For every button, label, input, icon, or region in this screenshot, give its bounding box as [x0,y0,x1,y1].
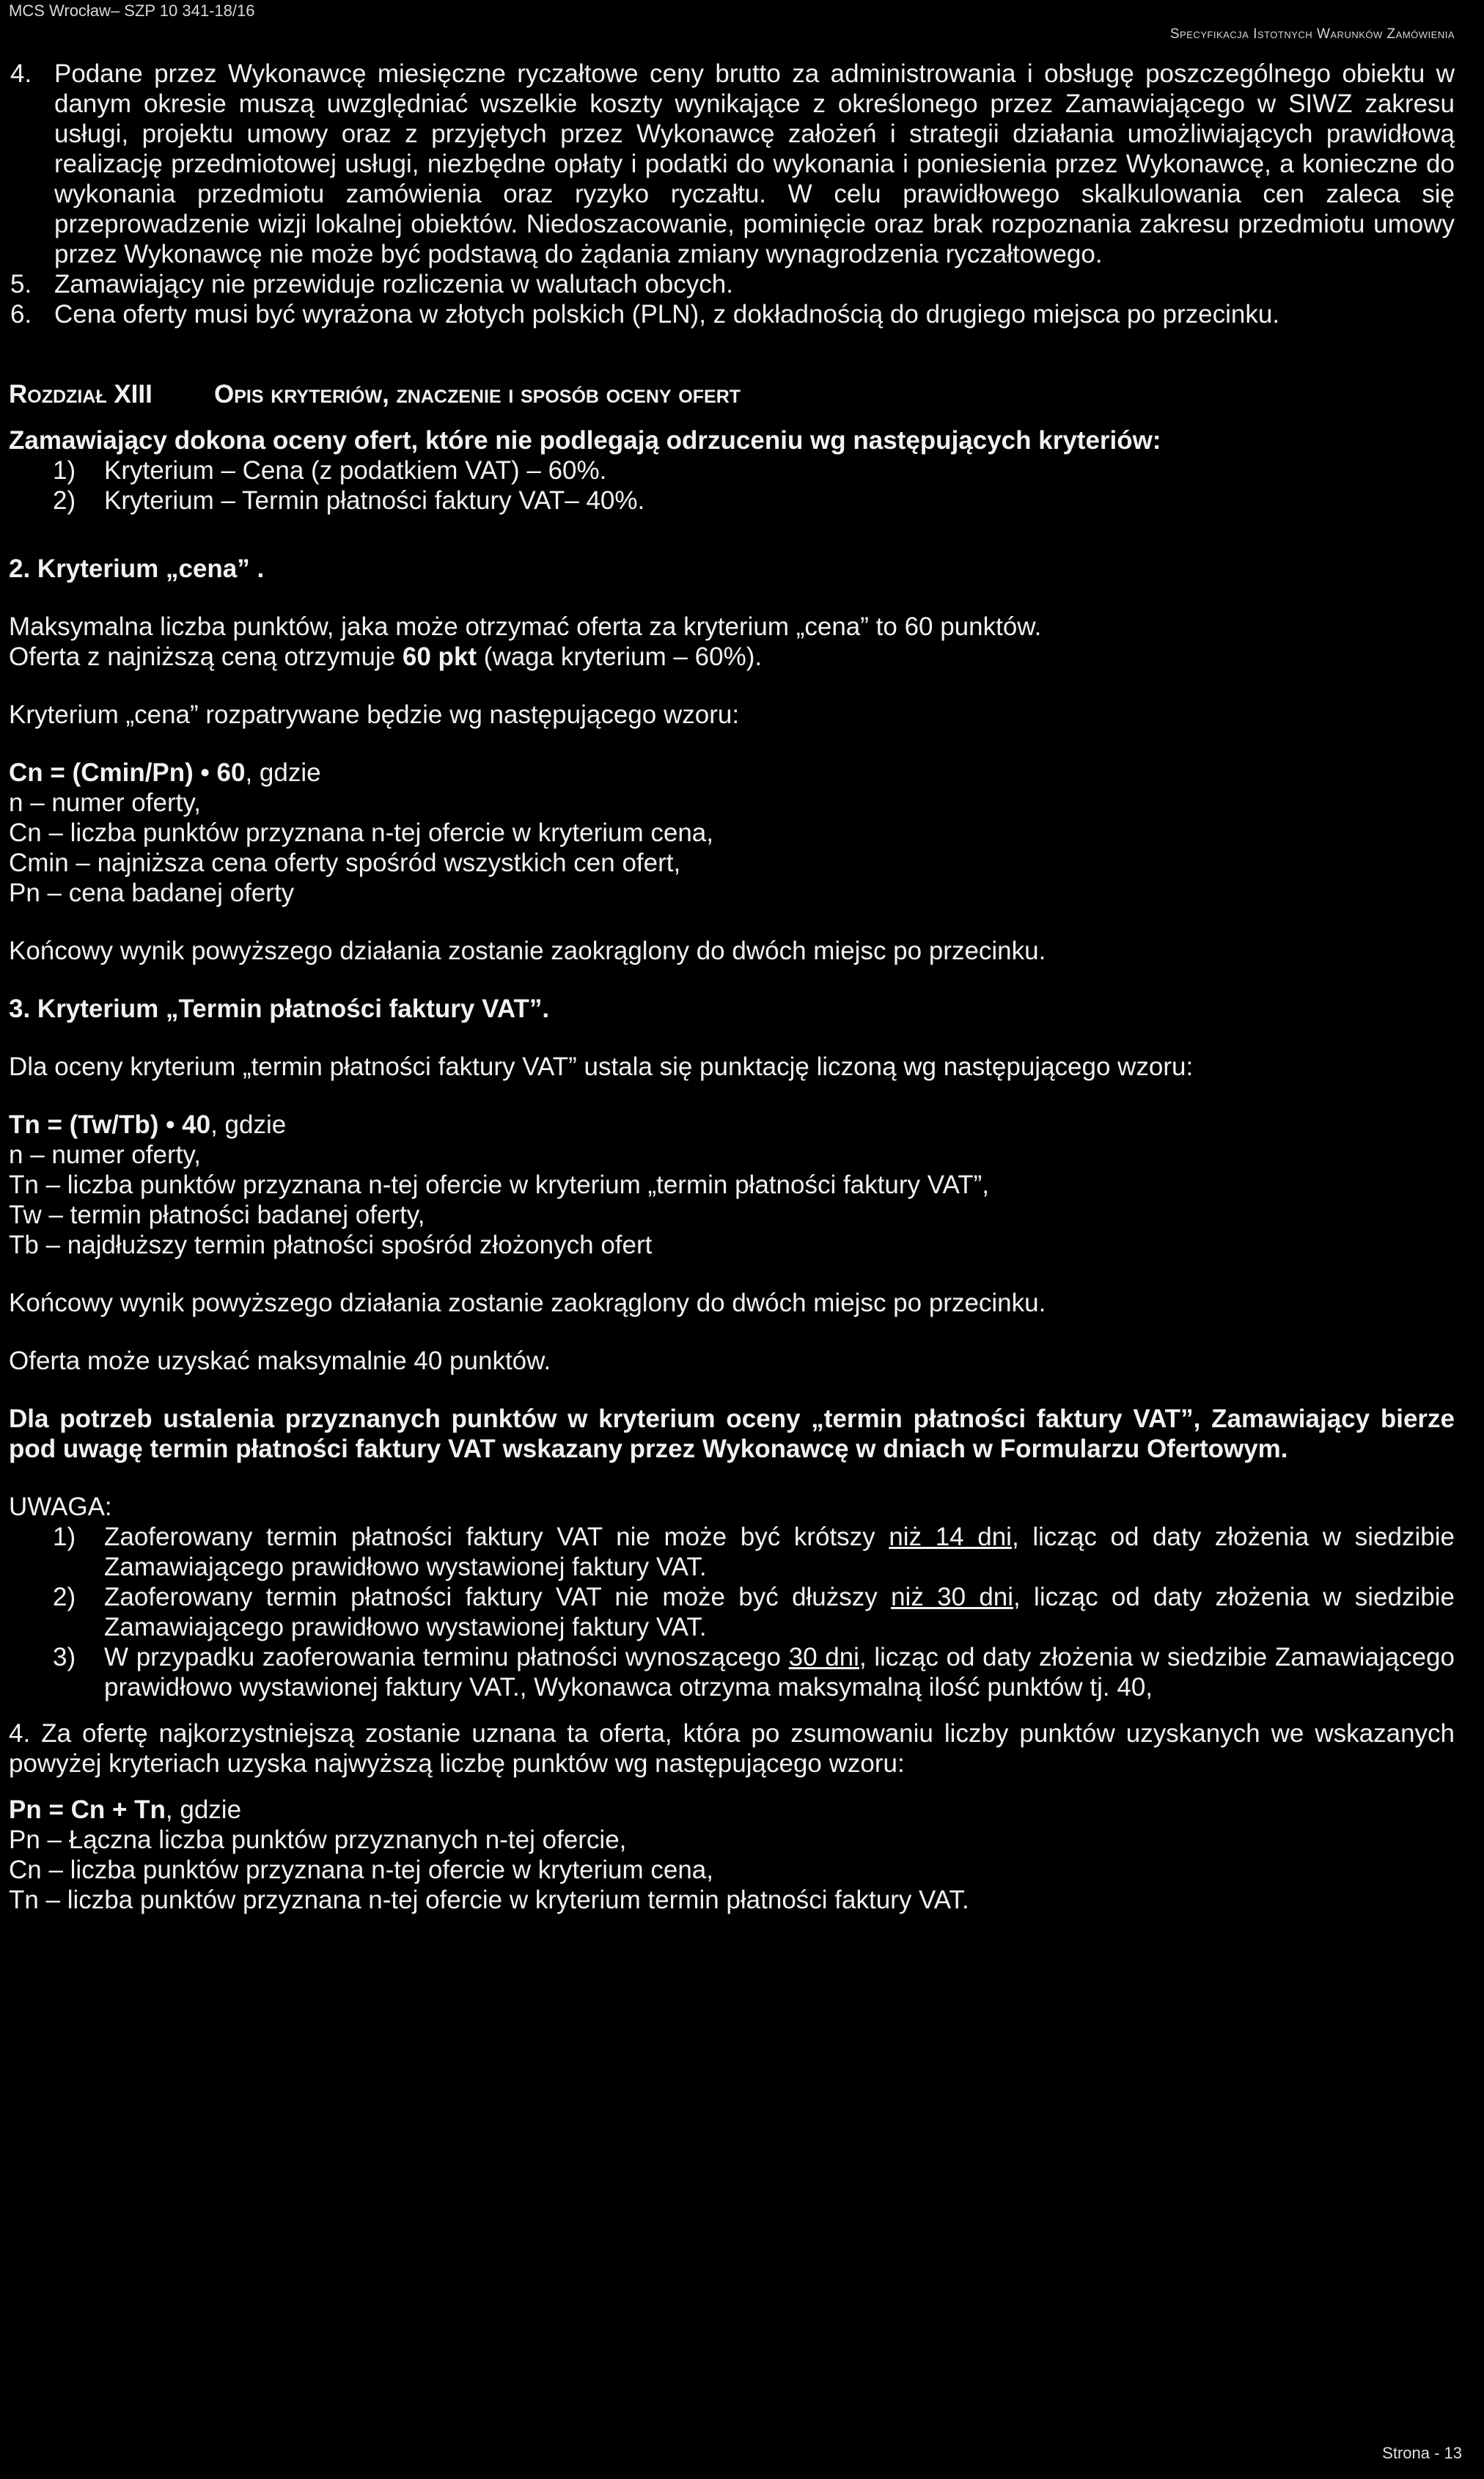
text-span: 60 pkt [402,642,477,671]
item-number: 5. [10,270,32,299]
item-text: Zamawiający nie przewiduje rozliczenia w walutach obcych. [54,270,733,299]
uwaga-item [53,1642,1455,1702]
item-text [104,1642,1455,1702]
text-span: (waga kryterium – 60%). [477,642,763,671]
text-span: W przypadku zaoferowania terminu płatności wynoszącego [104,1643,789,1671]
item-number: 1) [53,456,76,485]
page-number: Strona - 13 [1382,2444,1462,2462]
text-span: , gdzie [165,1795,242,1824]
formula-expression: Tn = (Tw/Tb) • 40 [9,1110,211,1139]
text-span: Zaoferowany termin płatności faktury VAT nie może być dłuższy [104,1583,892,1611]
text-span: Oferta z najniższą ceną otrzymuje [9,642,403,671]
formula-expression: Pn = Cn + Tn [9,1795,166,1824]
definition: Cn – liczba punktów przyznana n-tej ofercie w kryterium cena, [9,1856,713,1884]
text-span: , gdzie [245,758,321,787]
text-span: niż 30 dni [891,1583,1014,1611]
formula [9,1795,1455,1825]
list-item [9,59,1455,269]
section-heading: 2. Kryterium „cena” . [9,554,265,583]
definition: n – numer oferty, [9,1140,201,1169]
text-span: 30 dni [788,1643,859,1671]
uwaga-item [53,1522,1455,1582]
definition: Pn – Łączna liczba punktów przyznanych n-tej ofercie, [9,1826,627,1854]
paragraph: Końcowy wynik powyższego działania zostanie zaokrąglony do dwóch miejsc po przecinku. [9,937,1046,965]
item-text [104,1522,1455,1582]
definition: Cmin – najniższa cena oferty spośród wszystkich cen ofert, [9,849,681,877]
definition: n – numer oferty, [9,788,201,817]
text-span: niż 14 dni [889,1523,1012,1551]
item-text: Podane przez Wykonawcę miesięczne ryczałtowe ceny brutto za administrowania i obsługę poszczególnego obiektu w danym okresie muszą uwzględniać wszelkie koszty wynikające z określonego przez Zamawiającego w SIWZ zakresu usługi, projektu umowy oraz z przyjętych przez Wykonawcę założeń i strategii działania umożliwiających prawidłową realizację przedmiotowej usługi, niezbędne opłaty i podatki do wykonania i poniesienia przez Wykonawcę, a konieczne do wykonania przedmiotu zamówienia oraz ryzyko ryczałtu. W celu prawidłowego skalkulowania cen zaleca się przeprowadzenie wizji lokalnej obiektów. Niedoszacowanie, pominięcie oraz brak rozpoznania zakresu przedmiotu umowy przez Wykonawcę nie może być podstawą do żądania zmiany wynagrodzenia ryczałtowego. [54,59,1455,268]
paragraph: Kryterium „cena” rozpatrywane będzie wg następującego wzoru: [9,700,740,729]
item-number: 1) [53,1523,76,1551]
paragraph [9,642,1455,672]
item-text: Kryterium – Cena (z podatkiem VAT) – 60%. [104,456,607,485]
item-number: 2) [53,1583,76,1611]
uwaga-label: UWAGA: [9,1493,112,1521]
text-span: , gdzie [210,1110,287,1139]
item-number: 2) [53,486,76,515]
chapter-heading [9,379,1455,409]
header-reference: MCS Wrocław– SZP 10 341-18/16 [9,1,255,20]
definition: Pn – cena badanej oferty [9,879,295,907]
section-heading: 3. Kryterium „Termin płatności faktury VAT”. [9,995,550,1023]
uwaga-item [53,1582,1455,1642]
paragraph: Maksymalna liczba punktów, jaka może otrzymać oferta za kryterium „cena” to 60 punktów. [9,612,1042,641]
criterion-item [53,455,1455,486]
definition: Tn – liczba punktów przyznana n-tej ofercie w kryterium „termin płatności faktury VAT”, [9,1171,989,1199]
chapter-title: Opis kryteriów, znaczenie i sposób oceny ofert [214,380,741,409]
text-span: Zaoferowany termin płatności faktury VAT nie może być krótszy [104,1523,889,1551]
definition: Tn – liczba punktów przyznana n-tej ofercie w kryterium termin płatności faktury VAT. [9,1886,969,1914]
item-text: Kryterium – Termin płatności faktury VAT– 40%. [104,486,645,515]
paragraph: Dla potrzeb ustalenia przyznanych punktów w kryterium oceny „termin płatności faktury VAT”, Zamawiający bierze pod uwagę termin płatności faktury VAT wskazany przez Wykonawcę w dniach w Formularzu Ofertowym. [9,1405,1455,1463]
formula [9,1110,1455,1140]
definition: Cn – liczba punktów przyznana n-tej ofercie w kryterium cena, [9,819,713,847]
item-number: 3) [53,1643,76,1671]
header-title: Specyfikacja Istotnych Warunków Zamówienia [1169,26,1455,42]
formula [9,758,1455,788]
paragraph: Oferta może uzyskać maksymalnie 40 punktów. [9,1347,551,1375]
list-item [9,299,1455,329]
item-text: Cena oferty musi być wyrażona w złotych polskich (PLN), z dokładnością do drugiego miejsca po przecinku. [54,300,1280,329]
list-item [9,269,1455,299]
item-text [104,1582,1455,1642]
item-number: 6. [10,300,32,329]
criteria-intro: Zamawiający dokona oceny ofert, które nie podlegają odrzuceniu wg następujących kryteriów: [9,426,1161,455]
definition: Tb – najdłuższy termin płatności spośród złożonych ofert [9,1231,653,1259]
text-span: , licząc od daty złożenia w siedzibie Zamawiającego prawidłowo wystawionej faktury VAT. [104,1583,1455,1641]
chapter-label: Rozdział XIII [9,380,153,409]
formula-expression: Cn = (Cmin/Pn) • 60 [9,758,246,787]
document-body [9,59,1455,1915]
paragraph: 4. Za ofertę najkorzystniejszą zostanie uznana ta oferta, która po zsumowaniu liczby punktów uzyskanych we wskazanych powyżej kryteriach uzyska najwyższą liczbę punktów wg następującego wzoru: [9,1719,1455,1778]
text-span: , licząc od daty złożenia w siedzibie Zamawiającego prawidłowo wystawionej faktury VAT. [104,1523,1455,1581]
text-span: , licząc od daty złożenia w siedzibie Zamawiającego prawidłowo wystawionej faktury VAT., Wykonawca otrzyma maksymalną ilość punktów tj. 40, [104,1643,1455,1702]
criterion-item [53,486,1455,516]
definition: Tw – termin płatności badanej oferty, [9,1201,425,1229]
paragraph: Końcowy wynik powyższego działania zostanie zaokrąglony do dwóch miejsc po przecinku. [9,1289,1046,1317]
item-number: 4. [10,59,32,88]
paragraph: Dla oceny kryterium „termin płatności faktury VAT” ustala się punktację liczoną wg następującego wzoru: [9,1052,1194,1081]
